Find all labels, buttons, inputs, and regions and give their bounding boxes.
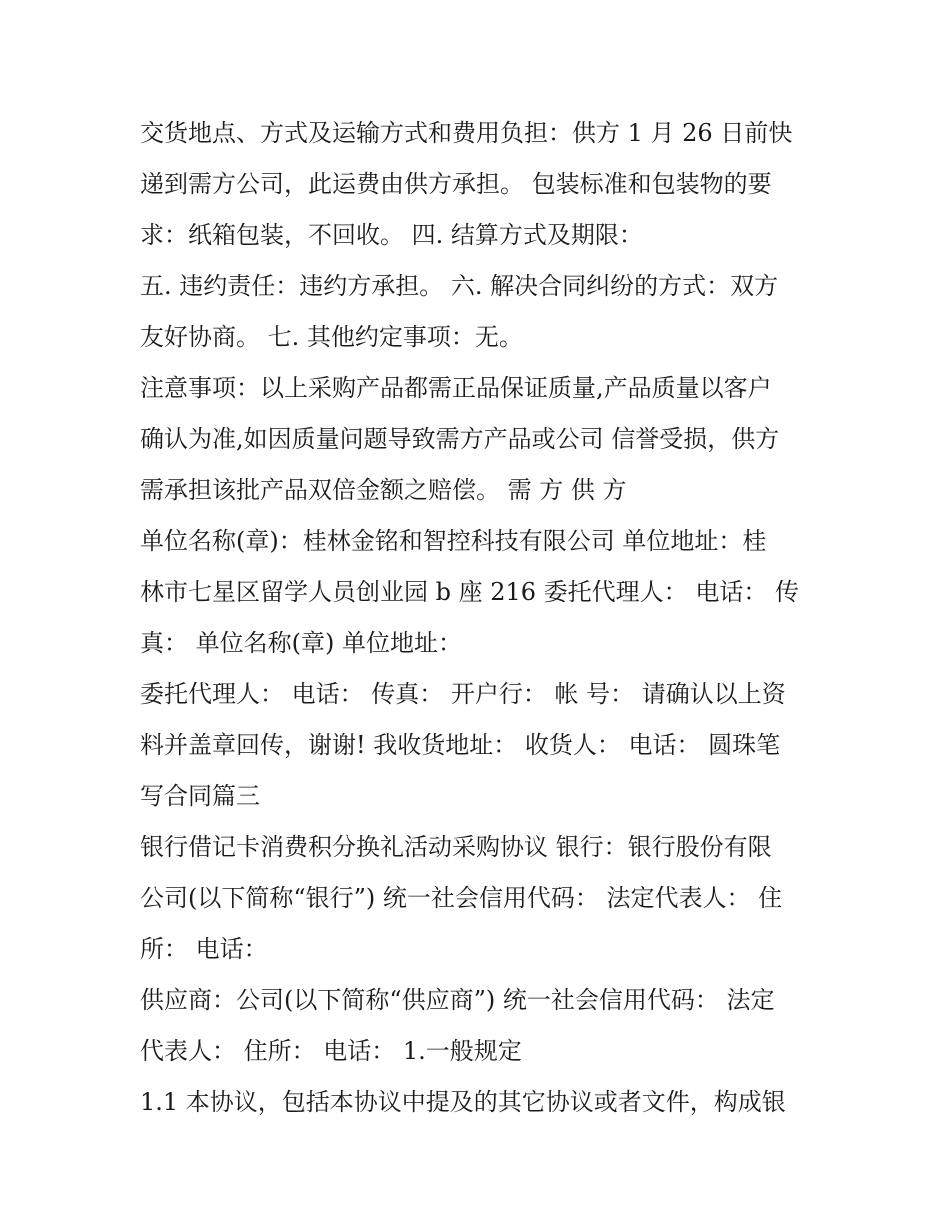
text-line: 林市七星区留学人员创业园 b 座 216 委托代理人： 电话： 传 — [140, 578, 799, 606]
text-line: 需承担该批产品双倍金额之赔偿。 需 方 供 方 — [140, 476, 627, 504]
text-line: 确认为准,如因质量问题导致需方产品或公司 信誉受损，供方 — [140, 425, 780, 453]
document-body — [140, 108, 800, 1128]
text-line: 委托代理人： 电话： 传真： 开户行： 帐 号： 请确认以上资 — [140, 680, 786, 708]
text-line: 求：纸箱包装，不回收。 四. 结算方式及期限： — [140, 221, 643, 249]
text-line: 1.1 本协议，包括本协议中提及的其它协议或者文件，构成银 — [140, 1088, 786, 1116]
text-line: 料并盖章回传，谢谢! 我收货地址： 收货人： 电话： 圆珠笔 — [140, 731, 781, 759]
text-line: 银行借记卡消费积分换礼活动采购协议 银行：银行股份有限 — [140, 833, 772, 861]
text-line: 递到需方公司，此运费由供方承担。 包装标准和包装物的要 — [140, 170, 772, 198]
text-line: 真： 单位名称(章) 单位地址： — [140, 629, 462, 657]
text-line: 单位名称(章)：桂林金铭和智控科技有限公司 单位地址：桂 — [140, 527, 767, 555]
text-line: 交货地点、方式及运输方式和费用负担：供方 1 月 26 日前快 — [140, 119, 793, 147]
text-line: 五. 违约责任：违约方承担。 六. 解决合同纠纷的方式：双方 — [140, 272, 779, 300]
text-line: 友好协商。 七. 其他约定事项：无。 — [140, 323, 523, 351]
section-heading: 写合同篇三 — [140, 782, 260, 810]
text-line: 所： 电话： — [140, 935, 268, 963]
text-line: 注意事项：以上采购产品都需正品保证质量,产品质量以客户 — [140, 374, 772, 402]
text-line: 供应商：公司(以下简称“供应商”) 统一社会信用代码： 法定 — [140, 986, 775, 1014]
text-line: 代表人： 住所： 电话： 1.一般规定 — [140, 1037, 522, 1065]
text-line: 公司(以下简称“银行”) 统一社会信用代码： 法定代表人： 住 — [140, 884, 783, 912]
